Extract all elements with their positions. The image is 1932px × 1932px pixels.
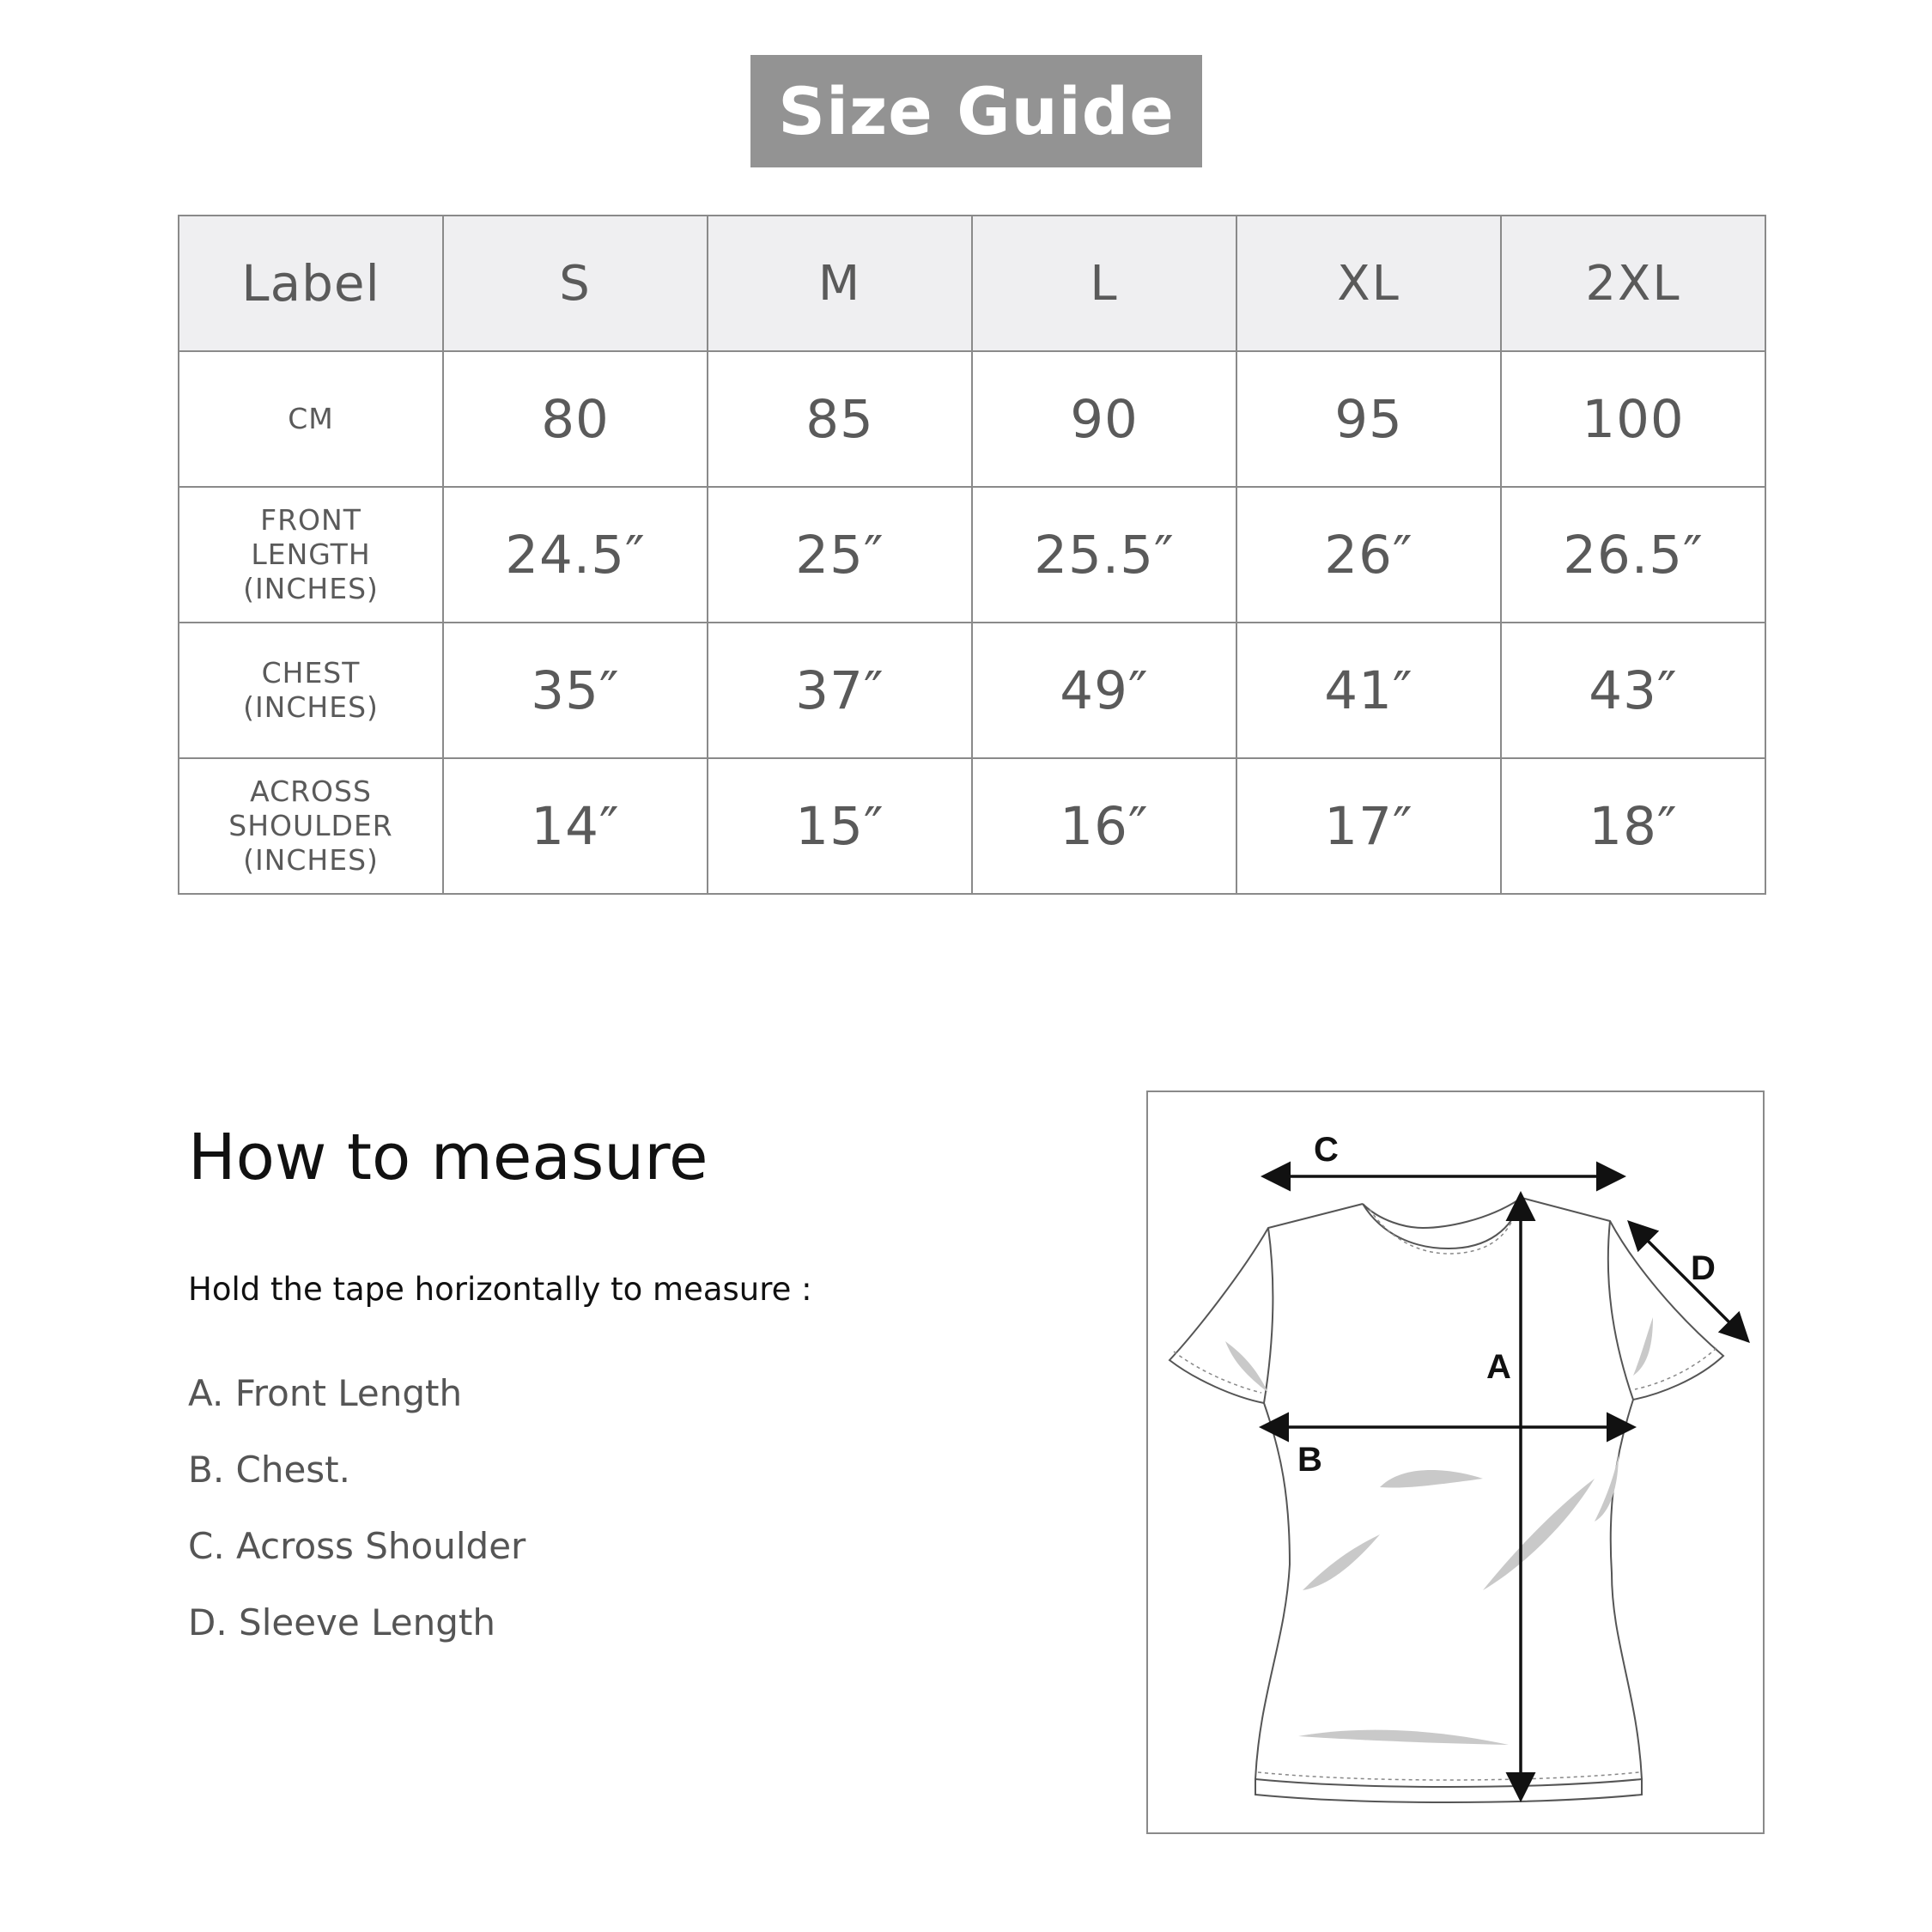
table-cell: 15″ [708, 758, 972, 894]
size-guide-banner [750, 55, 1202, 167]
row-label-line: CM [288, 402, 334, 435]
measurement-arrows [1265, 1176, 1746, 1796]
list-item: A. Front Length [188, 1372, 463, 1414]
table-cell: 18″ [1501, 758, 1765, 894]
how-to-measure-instruction: Hold the tape horizontally to measure : [188, 1271, 812, 1308]
table-cell: 43″ [1501, 623, 1765, 758]
row-label-line: FRONT [260, 503, 361, 537]
table-row-front-length [179, 487, 1765, 623]
table-cell: 26″ [1236, 487, 1501, 623]
table-cell: 37″ [708, 623, 972, 758]
row-label-line: ACROSS [250, 775, 372, 808]
table-cell: 24.5″ [443, 487, 708, 623]
table-cell: 85 [708, 351, 972, 487]
row-label-line: (INCHES) [243, 843, 379, 877]
table-cell: 49″ [972, 623, 1236, 758]
row-label [179, 487, 443, 623]
diagram-label-d: D [1691, 1249, 1716, 1287]
list-item: C. Across Shoulder [188, 1525, 526, 1567]
column-header-size: 2XL [1501, 216, 1765, 351]
diagram-label-c: C [1314, 1131, 1339, 1169]
tshirt-measure-diagram [1146, 1091, 1765, 1834]
arrow-d [1631, 1224, 1746, 1339]
page-title: Size Guide [778, 73, 1175, 149]
tshirt-illustration [1148, 1092, 1763, 1832]
row-label [179, 351, 443, 487]
table-cell: 100 [1501, 351, 1765, 487]
table-cell: 25″ [708, 487, 972, 623]
column-header-label: Label [179, 216, 443, 351]
table-cell: 41″ [1236, 623, 1501, 758]
table-row-across-shoulder [179, 758, 1765, 894]
table-header-row [179, 216, 1765, 351]
row-label-line: (INCHES) [243, 572, 379, 605]
table-cell: 95 [1236, 351, 1501, 487]
table-cell: 14″ [443, 758, 708, 894]
table-cell: 17″ [1236, 758, 1501, 894]
measurement-list [188, 1372, 526, 1678]
list-item: B. Chest. [188, 1449, 350, 1491]
table-cell: 35″ [443, 623, 708, 758]
diagram-label-a: A [1486, 1348, 1511, 1386]
row-label-line: SHOULDER [228, 809, 393, 842]
diagram-label-b: B [1297, 1441, 1322, 1479]
tshirt-stitching [1174, 1206, 1716, 1780]
row-label-line: CHEST [261, 656, 361, 690]
row-label-line: (INCHES) [243, 690, 379, 724]
column-header-size: S [443, 216, 708, 351]
table-row-chest [179, 623, 1765, 758]
table-cell: 80 [443, 351, 708, 487]
size-table [178, 215, 1766, 895]
tshirt-outline [1170, 1198, 1723, 1802]
column-header-size: M [708, 216, 972, 351]
table-cell: 26.5″ [1501, 487, 1765, 623]
column-header-size: XL [1236, 216, 1501, 351]
table-row-cm [179, 351, 1765, 487]
how-to-measure-heading: How to measure [188, 1121, 708, 1194]
column-header-size: L [972, 216, 1236, 351]
row-label [179, 758, 443, 894]
table-cell: 16″ [972, 758, 1236, 894]
list-item: D. Sleeve Length [188, 1601, 495, 1643]
table-cell: 90 [972, 351, 1236, 487]
row-label [179, 623, 443, 758]
table-cell: 25.5″ [972, 487, 1236, 623]
row-label-line: LENGTH [251, 538, 371, 571]
